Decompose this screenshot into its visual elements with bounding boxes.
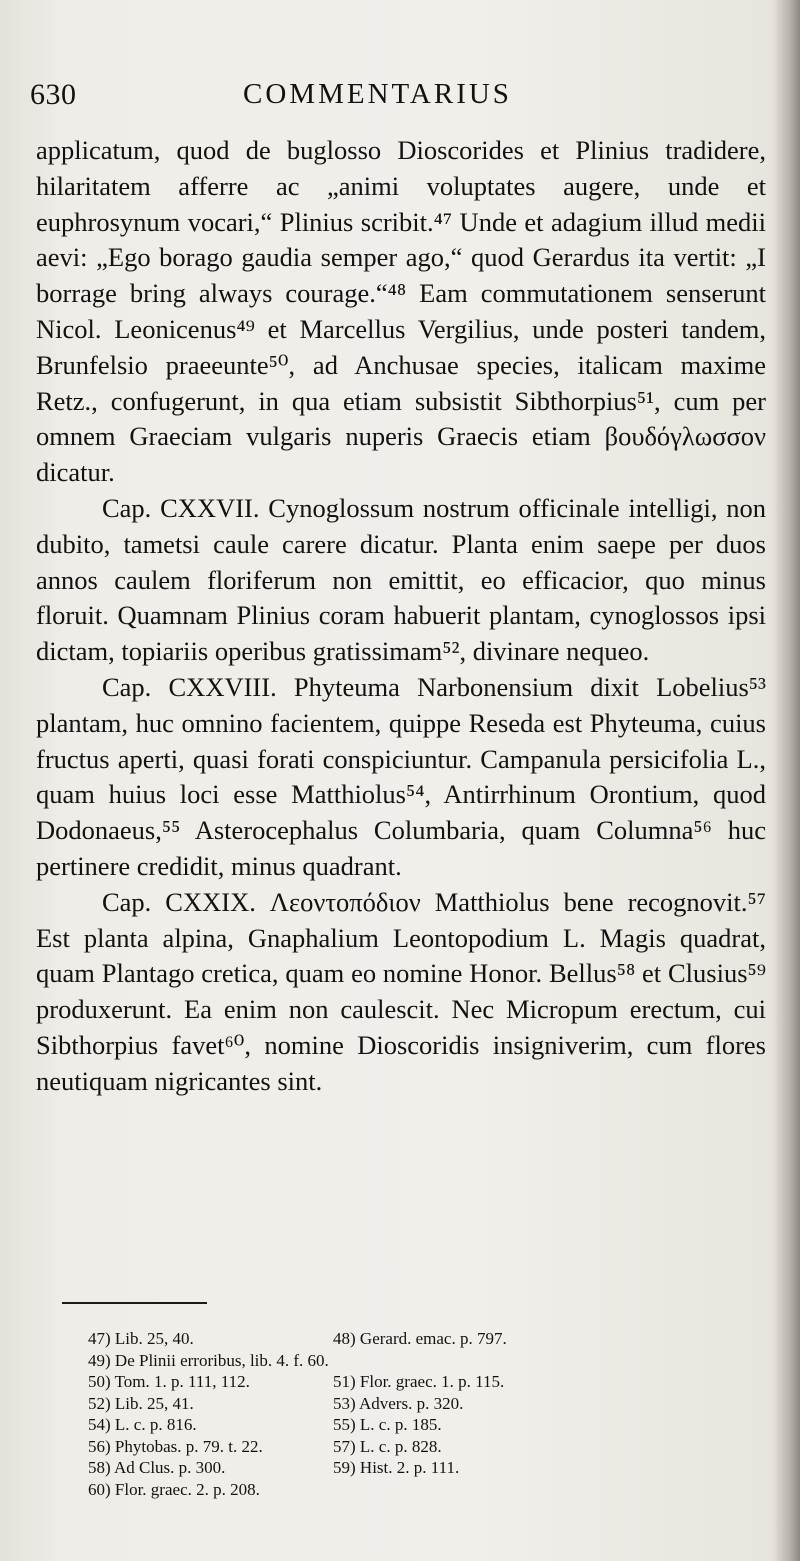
footnote-row	[88, 1457, 748, 1479]
footnote: 54) L. c. p. 816.	[88, 1415, 197, 1434]
footnote: 51) Flor. graec. 1. p. 115.	[333, 1372, 505, 1391]
footnote: 57) L. c. p. 828.	[333, 1436, 442, 1456]
footnote: 60) Flor. graec. 2. p. 208.	[88, 1479, 260, 1499]
footnote-row	[88, 1479, 748, 1501]
page-edge-shadow	[774, 0, 800, 1561]
footnote: 47) Lib. 25, 40.	[88, 1329, 194, 1348]
footnote: 53) Advers. p. 320.	[333, 1393, 464, 1413]
footnote: 56) Phytobas. p. 79. t. 22.	[88, 1436, 263, 1456]
footnote-rule	[62, 1302, 207, 1304]
footnote: 52) Lib. 25, 41.	[88, 1393, 194, 1413]
running-head: COMMENTARIUS	[243, 78, 512, 110]
paragraph-borago: applicatum, quod de buglosso Dioscorides et Plinius tradidere, hilaritatem afferre ac „animi voluptates augere, unde et euphrosynum vocari,“ Plinius scribit.⁴⁷ Unde et adagium illud medii aevi: „Ego borago gaudia semper ago,“ quod Gerardus ita vertit: „I borrage bring always courage.“⁴⁸ Eam commutationem senserunt Nicol. Leonicenus⁴⁹ et Marcellus Vergilius, unde posteri tandem, Brunfelsio praeeunte⁵⁰, ad Anchusae species, italicam maxime Retz., confugerunt, in qua etiam subsistit Sibthorpius⁵¹, cum per omnem Graeciam vulgaris nuperis Graecis etiam βουδόγλωσσον dicatur.	[36, 135, 766, 488]
footnote-row	[88, 1350, 748, 1372]
paragraph-cap-cxxviii: Cap. CXXVIII. Phyteuma Narbonensium dixit Lobelius⁵³ plantam, huc omnino facientem, quippe Reseda est Phyteuma, cuius fructus aperti, quasi forati conspiciuntur. Campanula persicifolia L., quam huius loci esse Matthiolus⁵⁴, Antirrhinum Orontium, quod Dodonaeus,⁵⁵ Asterocephalus Columbaria, quam Columna⁵⁶ huc pertinere credidit, minus quadrant.	[36, 671, 766, 881]
footnote-row	[88, 1414, 748, 1436]
body-text	[36, 133, 766, 1100]
footnote: 55) L. c. p. 185.	[333, 1415, 442, 1434]
footnote-row	[88, 1436, 748, 1458]
footnote: 59) Hist. 2. p. 111.	[333, 1458, 460, 1477]
footnote: 50) Tom. 1. p. 111, 112.	[88, 1372, 250, 1391]
footnote: 58) Ad Clus. p. 300.	[88, 1458, 226, 1477]
footnote-row	[88, 1371, 748, 1393]
footnote: 49) De Plinii erroribus, lib. 4. f. 60.	[88, 1350, 329, 1370]
footnote-row	[88, 1393, 748, 1415]
paragraph-cap-cxxvii: Cap. CXXVII. Cynoglossum nostrum officinale intelligi, non dubito, tametsi caule carere dicatur. Planta enim saepe per duos annos caulem floriferum non emittit, eo efficacior, quo minus floruit. Quamnam Plinius coram habuerit plantam, cynoglossos ipsi dictam, topiariis operibus gratissimam⁵², divinare nequeo.	[36, 492, 766, 667]
page-number: 630	[30, 78, 77, 111]
footnote: 48) Gerard. emac. p. 797.	[333, 1329, 507, 1348]
footnotes	[88, 1328, 748, 1500]
footnote-row	[88, 1328, 748, 1350]
paragraph-cap-cxxix: Cap. CXXIX. Λεοντοπόδιον Matthiolus bene recognovit.⁵⁷ Est planta alpina, Gnaphalium Leontopodium L. Magis quadrat, quam Plantago cretica, quam eo nomine Honor. Bellus⁵⁸ et Clusius⁵⁹ produxerunt. Ea enim non caulescit. Nec Micropum erectum, cui Sibthorpius favet⁶⁰, nomine Dioscoridis insigniverim, cum flores neutiquam nigricantes sint.	[36, 886, 766, 1096]
